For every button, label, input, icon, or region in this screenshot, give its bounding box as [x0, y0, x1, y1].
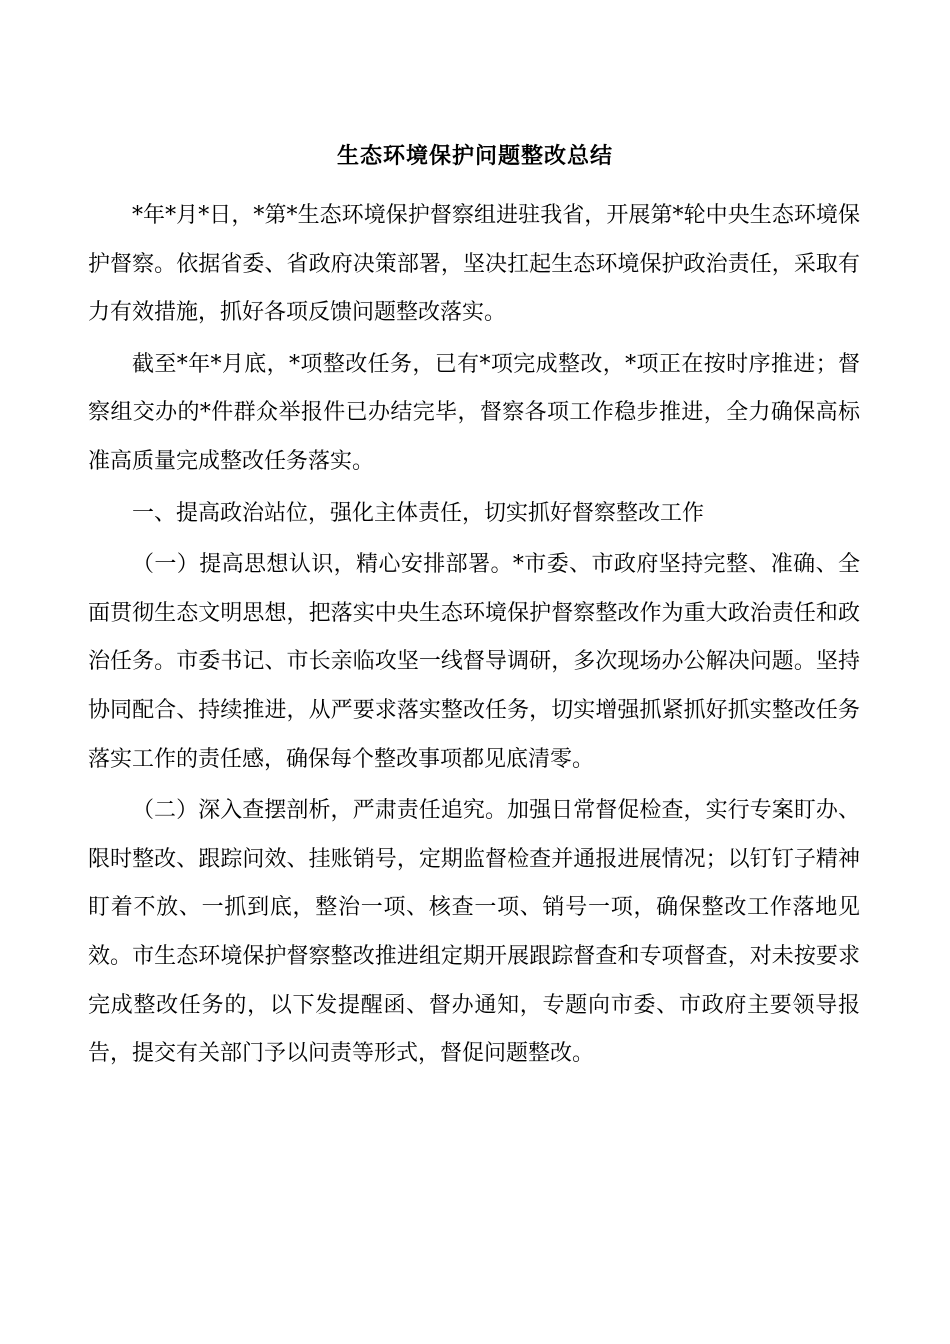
document-title: 生态环境保护问题整改总结	[336, 143, 613, 169]
paragraph-subsection-1: （一）提高思想认识，精心安排部署。*市委、市政府坚持完整、准确、全面贯彻生态文明思想，把落实中央生态环境保护督察整改作为重大政治责任和政治任务。市委书记、市长亲临攻坚一线督导调研，多次现场办公解决问题。坚持协同配合、持续推进，从严要求落实整改任务，切实增强抓紧抓好抓实整改任务落实工作的责任感，确保每个整改事项都见底清零。	[88, 552, 860, 772]
paragraph-progress: 截至*年*月底，*项整改任务，已有*项完成整改，*项正在按时序推进；督察组交办的*件群众举报件已办结完毕，督察各项工作稳步推进，全力确保高标准高质量完成整改任务落实。	[88, 351, 860, 474]
section-heading-1: 一、提高政治站位，强化主体责任，切实抓好督察整改工作	[132, 500, 705, 526]
paragraph-intro: *年*月*日，*第*生态环境保护督察组进驻我省，开展第*轮中央生态环境保护督察。依据省委、省政府决策部署，坚决扛起生态环境保护政治责任，采取有力有效措施，抓好各项反馈问题整改落实。	[88, 203, 860, 326]
paragraph-subsection-2: （二）深入查摆剖析，严肃责任追究。加强日常督促检查，实行专案盯办、限时整改、跟踪问效、挂账销号，定期监督检查并通报进展情况；以钉钉子精神盯着不放、一抓到底，整治一项、核查一项、销号一项，确保整改工作落地见效。市生态环境保护督察整改推进组定期开展跟踪督查和专项督查，对未按要求完成整改任务的，以下发提醒函、督办通知，专题向市委、市政府主要领导报告，提交有关部门予以问责等形式，督促问题整改。	[88, 798, 860, 1067]
document-body	[88, 192, 860, 1082]
